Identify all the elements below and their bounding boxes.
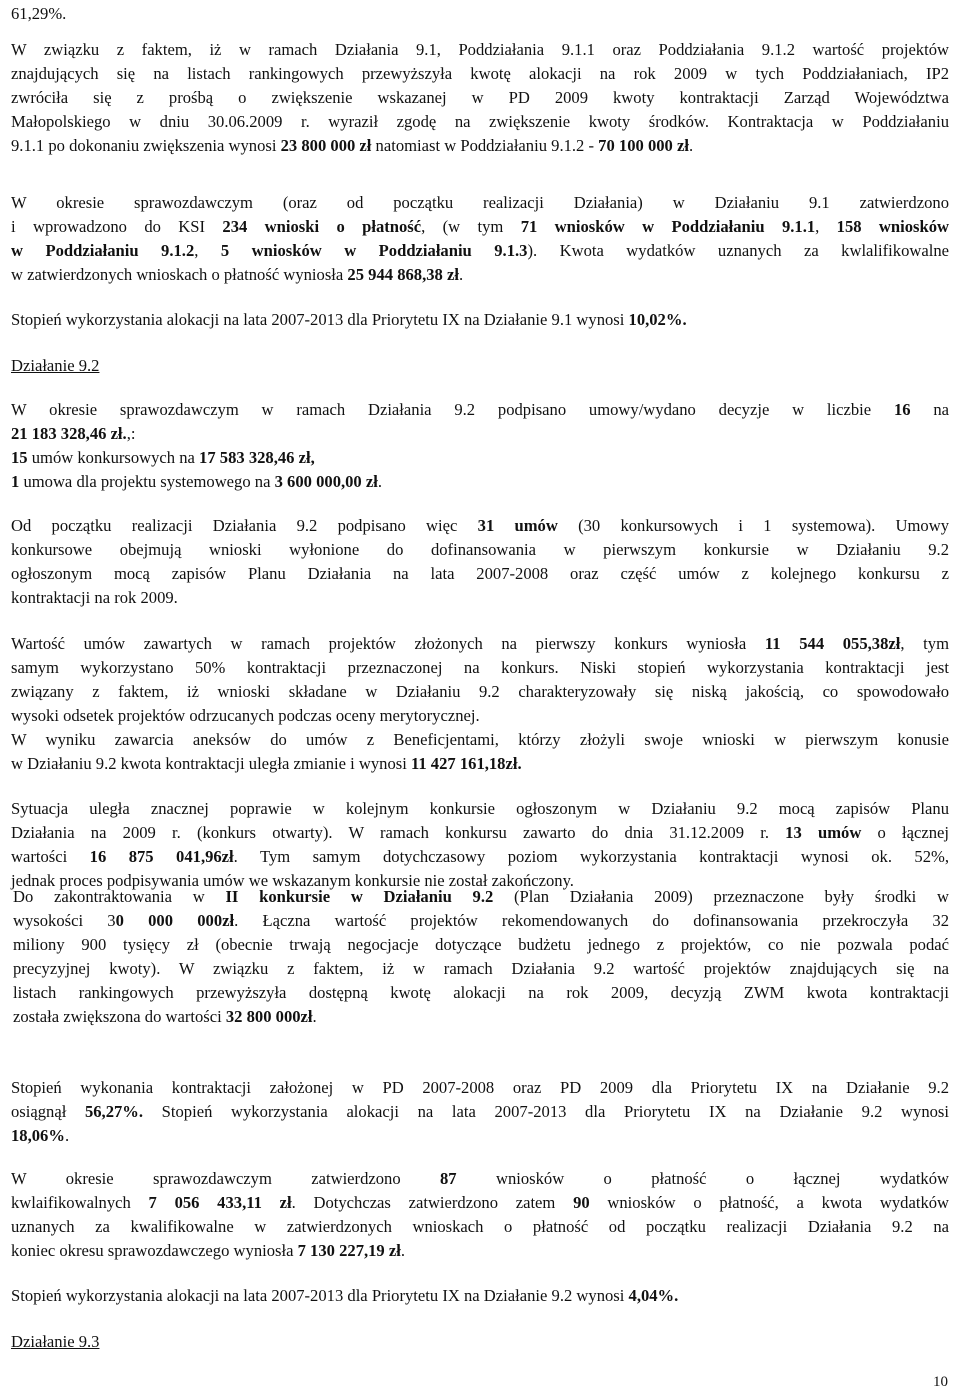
paragraph-4 — [11, 398, 949, 494]
text-line: koniec okresu sprawozdawczego wyniosła 7 130 227,19 zł. — [11, 1241, 406, 1260]
text-line: Stopień wykonania kontraktacji założonej w PD 2007-2008 oraz PD 2009 dla Priorytetu IX na Działanie 9.2 — [11, 1078, 949, 1097]
text-line: Wartość umów zawartych w ramach projektów złożonych na pierwszy konkurs wyniosła 11 544 055,38zł, tym — [11, 634, 949, 653]
paragraph-7 — [11, 797, 949, 893]
text-line: uznanych za kwalifikowalne w zatwierdzonych wnioskach o płatność od początku realizacji Działania 9.2 na — [11, 1217, 949, 1236]
text-line: Stopień wykorzystania alokacji na lata 2007-2013 dla Priorytetu IX na Działanie 9.1 wynosi 10,02%. — [11, 310, 687, 329]
text-line: samym wykorzystano 50% kontraktacji przeznaczonej na konkurs. Niski stopień wykorzystania kontraktacji jest — [11, 658, 949, 677]
text-line: w zatwierdzonych wnioskach o płatność wyniosła 25 944 868,38 zł. — [11, 265, 464, 284]
text-line: została zwiększona do wartości 32 800 000zł. — [13, 1007, 317, 1026]
text-line: i wprowadzono do KSI 234 wnioski o płatność, (w tym 71 wniosków w Poddziałaniu 9.1.1, 158 wniosków — [11, 217, 950, 236]
text-line: Sytuacja uległa znacznej poprawie w kolejnym konkursie ogłoszonym w Działaniu 9.2 mocą zapisów Planu — [11, 799, 949, 818]
text-line: miliony 900 tysięcy zł (obecnie trwają negocjacje dotyczące budżetu jednego z projektów, co nie pozwala podać — [13, 935, 950, 954]
paragraph-2 — [11, 191, 949, 287]
paragraph-10 — [11, 1167, 949, 1263]
text-line: Do zakontraktowania w II konkursie w Działaniu 9.2 (Plan Działania 2009) przeznaczone były środki w — [13, 887, 949, 906]
text-line: wysoki odsetek projektów odrzucanych podczas oceny merytorycznej. — [11, 706, 480, 725]
paragraph-6 — [11, 632, 949, 776]
text-line: Stopień wykorzystania alokacji na lata 2007-2013 dla Priorytetu IX na Działanie 9.2 wynosi 4,04%. — [11, 1286, 679, 1305]
text-line: 9.1.1 po dokonaniu zwiększenia wynosi 23 800 000 zł natomiast w Poddziałaniu 9.1.2 - 70 100 000 zł. — [11, 136, 694, 155]
section-heading-9-3: Działanie 9.3 — [11, 1332, 100, 1351]
text-line: ogłoszonym mocą zapisów Planu Działania na lata 2007-2008 oraz część umów z kolejnego konkursu z — [11, 564, 949, 583]
text-line: wysokości 30 000 000zł. Łączna wartość projektów rekomendowanych do dofinansowania przekroczyła 32 — [13, 911, 950, 930]
paragraph-9 — [11, 1076, 949, 1148]
text-line: listach rankingowych przewyższyła dostępną kwotę alokacji na rok 2009, decyzją ZWM kwota kontraktacji — [13, 983, 949, 1002]
text-line: konkursowe obejmują wnioski wyłonione do dofinansowania w pierwszym konkursie w Działaniu 9.2 — [11, 540, 949, 559]
percent-9-2: 4,04%. — [628, 1286, 679, 1305]
text-line: znajdujących się na listach rankingowych przewyższyła kwotę alokacji na rok 2009 w tych Poddziałaniach, IP2 — [11, 64, 949, 83]
paragraph-top — [11, 2, 949, 26]
text-line: 61,29%. — [11, 4, 67, 23]
text-line: związany z faktem, iż wnioski składane w Działaniu 9.2 charakteryzowały się niską jakością, co spowodowało — [11, 682, 950, 701]
paragraph-5 — [11, 514, 949, 610]
text-line: kontraktacji na rok 2009. — [11, 588, 178, 607]
text-line: precyzyjnej kwoty). W związku z faktem, iż w ramach Działania 9.2 wartość projektów znajdujących się na — [13, 959, 949, 978]
text-line: W związku z faktem, iż w ramach Działania 9.1, Poddziałania 9.1.1 oraz Poddziałania 9.1.2 wartość projektów — [11, 40, 949, 59]
text-line: W okresie sprawozdawczym w ramach Działania 9.2 podpisano umowy/wydano decyzje w liczbie 16 na — [11, 400, 949, 419]
text-line: 1 umowa dla projektu systemowego na 3 600 000,00 zł. — [11, 472, 383, 491]
paragraph-8 — [13, 885, 949, 1029]
text-line: Od początku realizacji Działania 9.2 podpisano więc 31 umów (30 konkursowych i 1 systemowa). Umowy — [11, 516, 949, 535]
paragraph-1 — [11, 38, 949, 158]
percent-9-1: 10,02%. — [628, 310, 687, 329]
text-line: 21 183 328,46 zł.,: — [11, 424, 136, 443]
text-line: kwlaifikowalnych 7 056 433,11 zł. Dotychczas zatwierdzono zatem 90 wniosków o płatność, a kwota wydatków — [11, 1193, 950, 1212]
text-line: W okresie sprawozdawczym (oraz od początku realizacji Działania) w Działaniu 9.1 zatwierdzono — [11, 193, 949, 212]
text-line: wartości 16 875 041,96zł. Tym samym dotychczasowy poziom wykorzystania kontraktacji wynosi ok. 52%, — [11, 847, 949, 866]
text-line: jednak proces podpisywania umów we wskazanym konkursie nie został zakończony. — [11, 871, 574, 890]
text-line: zwróciła się z prośbą o zwiększenie wskazanej w PD 2009 kwoty kontraktacji Zarząd Województwa — [11, 88, 949, 107]
amount-9-1-2: 70 100 000 zł — [598, 136, 689, 155]
text-line: 18,06%. — [11, 1126, 70, 1145]
text-line: W okresie sprawozdawczym zatwierdzono 87 wniosków o płatność o łącznej wydatków — [11, 1169, 950, 1188]
paragraph-11 — [11, 1284, 949, 1308]
text-line: Małopolskiego w dniu 30.06.2009 r. wyraził zgodę na zwiększenie kwoty środków. Kontraktacja w Poddziałaniu — [11, 112, 949, 131]
amount-9-1-1: 23 800 000 zł — [280, 136, 372, 155]
text-line: osiągnął 56,27%. Stopień wykorzystania alokacji na lata 2007-2013 dla Priorytetu IX na Działanie 9.2 wynosi — [11, 1102, 949, 1121]
paragraph-3 — [11, 308, 949, 332]
text-line: w Poddziałaniu 9.1.2, 5 wniosków w Poddziałaniu 9.1.3). Kwota wydatków uznanych za kwlalifikowalne — [11, 241, 949, 260]
text-line: 15 umów konkursowych na 17 583 328,46 zł, — [11, 448, 315, 467]
text-line: Działania na 2009 r. (konkurs otwarty). W ramach konkursu zawarto do dnia 31.12.2009 r. 13 umów o łącznej — [11, 823, 949, 842]
text-line: w Działaniu 9.2 kwota kontraktacji uległa zmianie i wynosi 11 427 161,18zł. — [11, 754, 522, 773]
page-number: 10 — [933, 1374, 948, 1390]
text-line: W wyniku zawarcia aneksów do umów z Beneficjentami, którzy złożyli swoje wnioski w pierwszym konusie — [11, 730, 950, 749]
section-heading-9-2: Działanie 9.2 — [11, 356, 100, 375]
